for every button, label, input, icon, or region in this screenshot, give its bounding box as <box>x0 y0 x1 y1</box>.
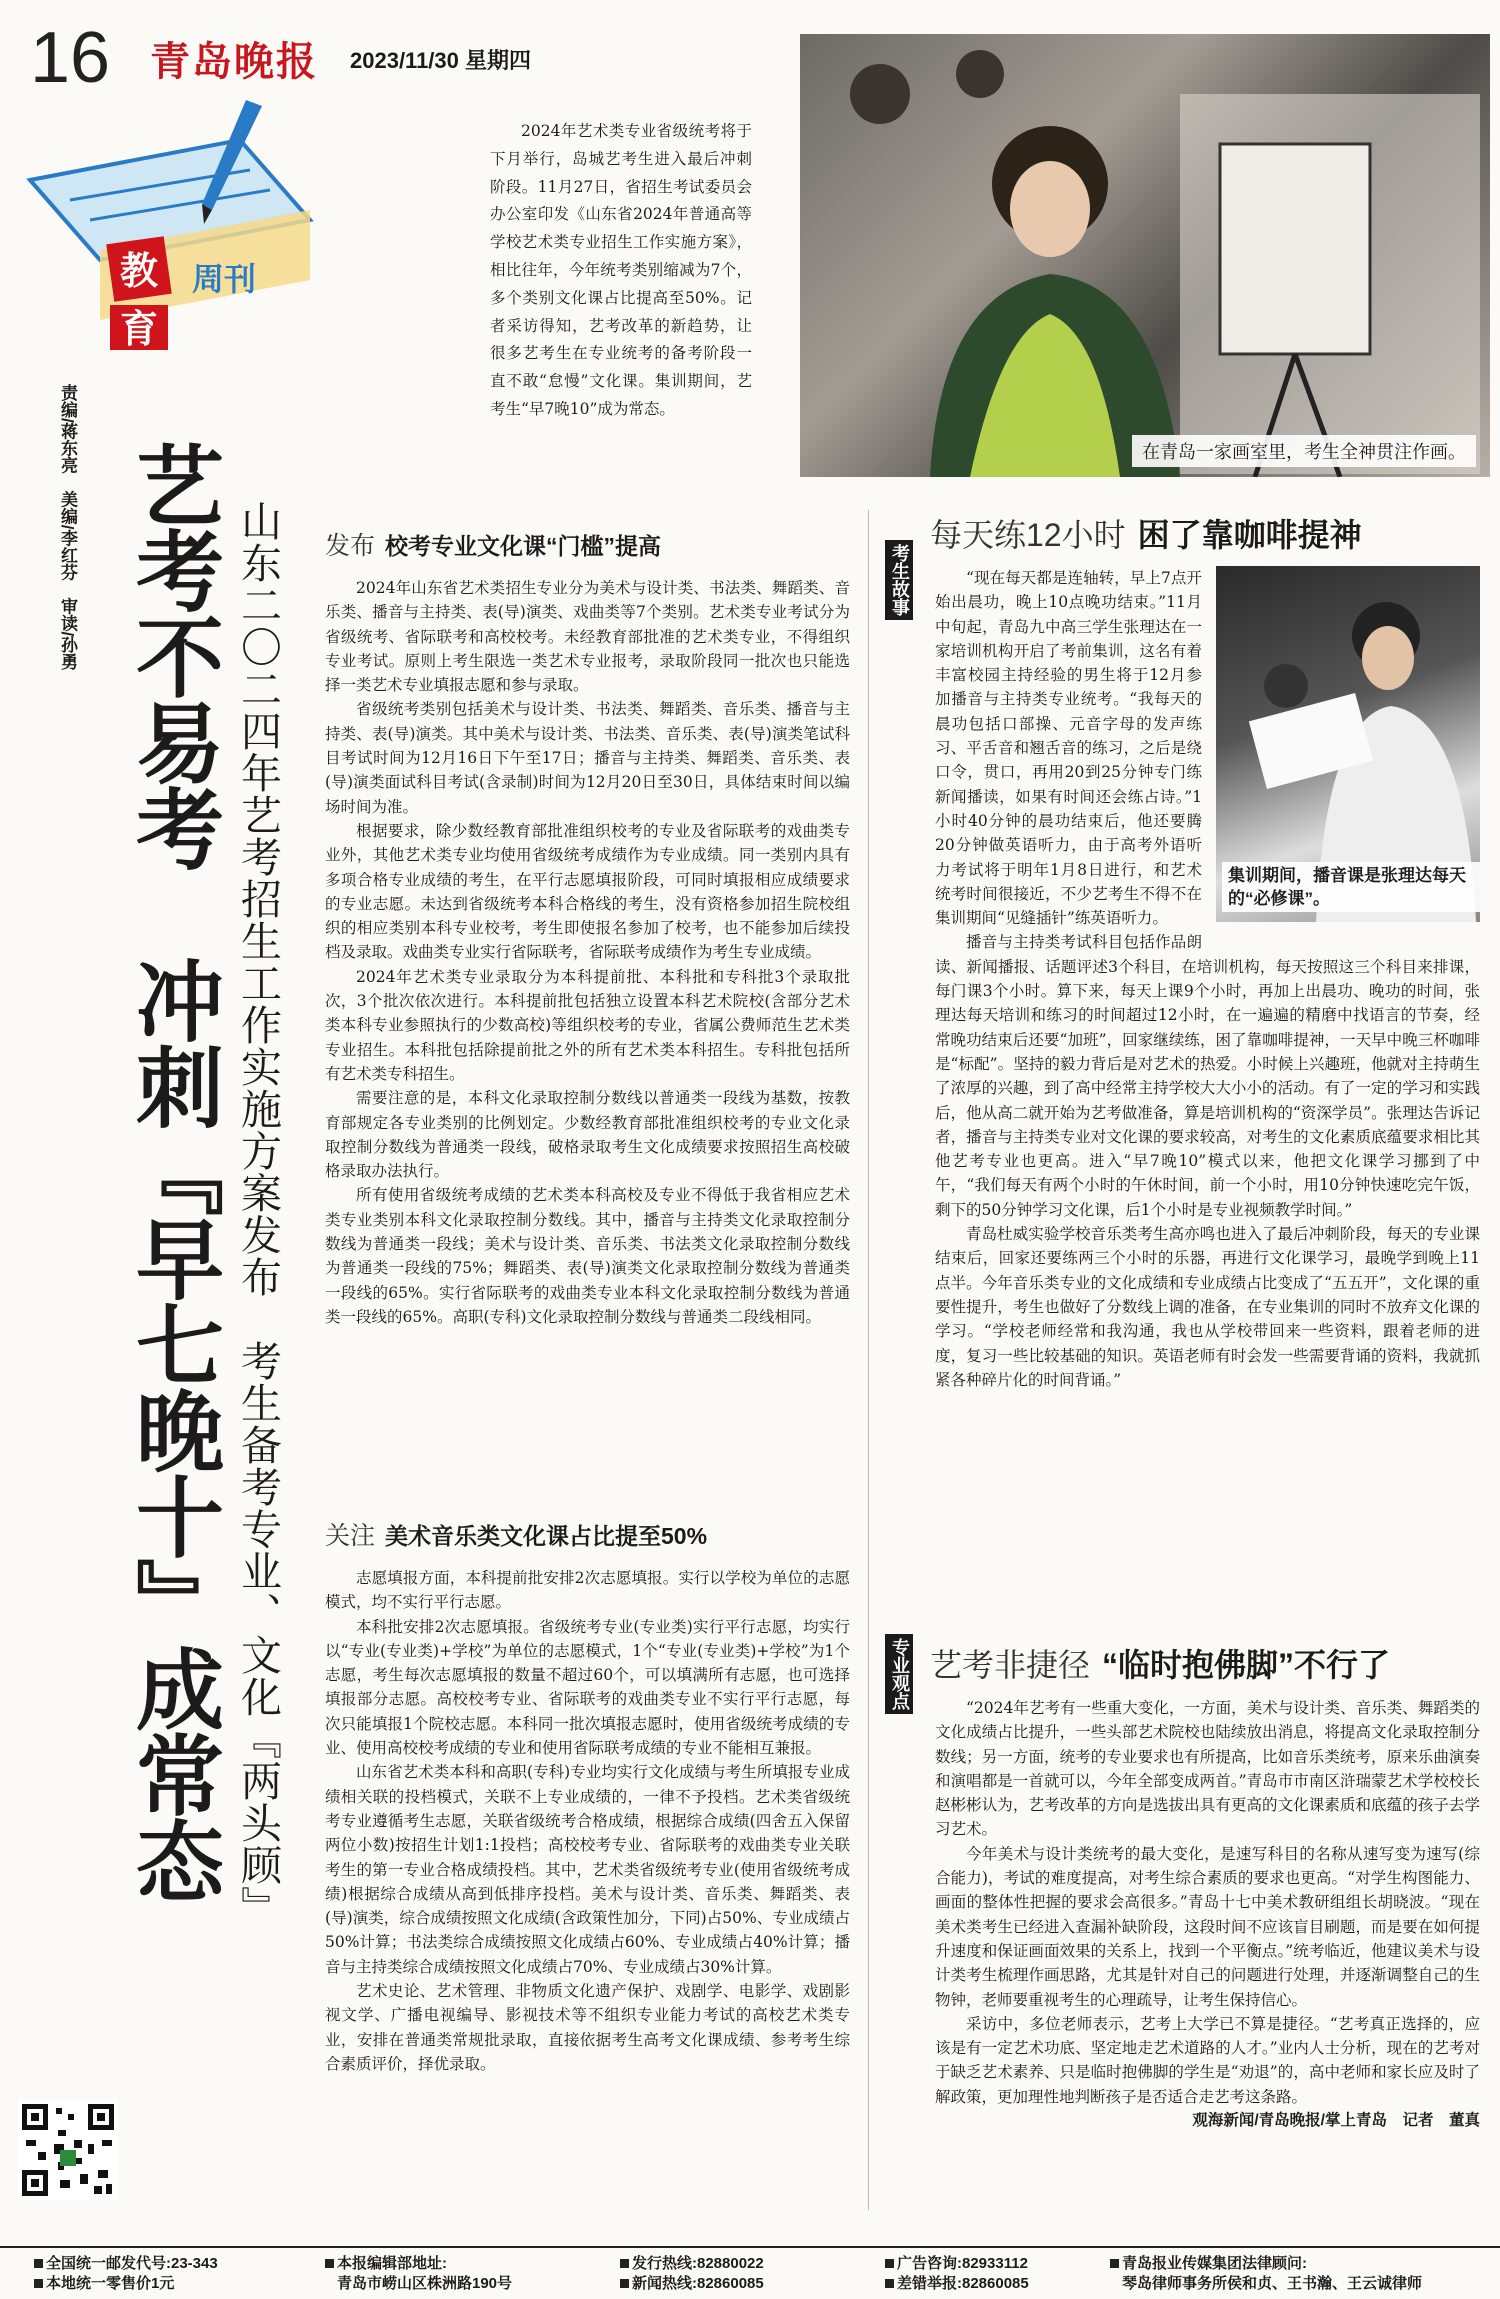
section-tag: 关注 <box>325 1522 376 1550</box>
paragraph: 采访中，多位老师表示，艺考上大学已不算是捷径。“艺考真正选择的，应该是有一定艺术功底、坚定地走艺术道路的人才。”业内人士分析，现在的艺考对于缺乏艺术素养、只是临时抱佛脚的学生是“劝退”的，高中老师和家长应及时了解政策，更加理性地判断孩子是否适合走艺考这条路。 <box>935 2014 1480 2106</box>
section-label-student-story: 考生故事 <box>885 540 913 620</box>
paragraph: 2024年艺术类专业录取分为本科提前批、本科批和专科批3个录取批次，3个批次依次进行。本科提前批包括独立设置本科艺术院校(含部分艺术类本科专业参照执行的少数高校)等组织校考的专业，省属公费师范生艺术类专业招生。本科批包括除提前批之外的所有艺术类本科招生。专科批包括所有艺术类专科招生。 <box>325 967 850 1083</box>
section-label-expert-view: 专业观点 <box>885 1634 913 1714</box>
section-heading-release <box>325 526 855 562</box>
paragraph: 根据要求，除少数经教育部批准组织校考的专业及省际联考的戏曲类专业外，其他艺术类专业均使用省级统考成绩作为专业成绩。同一类别内具有多项合格专业成绩的考生，在平行志愿填报阶段，可同时填报相应成绩要求的专业志愿。未达到省级统考本科合格线的考生，没有资格参加招生院校组织的相应类别本科专业校考，考生即使报名参加了校考，也不能参加后续投档及录取。戏曲类专业实行省际联考，省际联考成绩作为考生专业成绩。 <box>325 821 850 962</box>
footer-bar <box>0 2246 1500 2299</box>
paragraph: “现在每天都是连轴转，早上7点开始出晨功，晚上10点晚功结束。”11月中旬起，青岛九中高三学生张理达在一家培训机构开启了考前集训，这名有着丰富校园主持经验的男生将于12月参加播音与主持类专业统考。“我每天的晨功包括口部操、元音字母的发声练习、平舌音和翘舌音的练习，之后是绕口令，贯口，再用20到25分钟专门练新闻播读，如果有时间还会练占诗。”1小时40分钟的晨功结束后，他还要腾20分钟做英语听力，由于高考外语听力考试将于明年1月8日进行，和艺术统考时间很接近，不少艺考生不得不在集训期间“见缝插针”练英语听力。 <box>935 569 1202 928</box>
paragraph: 省级统考类别包括美术与设计类、书法类、舞蹈类、音乐类、播音与主持类、表(导)演类。其中美术与设计类、书法类、音乐类、表(导)演类笔试科目考试时间为12月16日下午至17日；播音与主持类、舞蹈类、音乐类、表(导)演类面试科目考试(含录制)时间为12月20日至30日，具体结束时间以编场时间为准。 <box>325 700 850 816</box>
paragraph: 山东省艺术类本科和高职(专科)专业均实行文化成绩与考生所填报专业成绩相关联的投档模式，关联不上专业成绩的，一律不予投档。艺术类省级统考专业遵循考生志愿，关联省级统考合格成绩，根据综合成绩(四舍五入保留两位小数)按招生计划1:1投档；高校校考专业、省际联考的戏曲类专业关联考生的第一专业合格成绩投档。其中，艺术类省级统考专业(使用省级统考成绩)根据综合成绩从高到低排序投档。美术与设计类、音乐类、舞蹈类、表(导)演类，综合成绩按照文化成绩(含政策性加分，下同)占50%、专业成绩占50%计算；书法类综合成绩按照文化成绩占60%、专业成绩占40%计算；播音与主持类综合成绩按照文化成绩占70%、专业成绩占30%计算。 <box>325 1763 850 1976</box>
section-body-focus <box>325 1566 850 2076</box>
paragraph: 今年美术与设计类统考的最大变化，是速写科目的名称从速写变为速写(综合能力)，考试的难度提高，对考生综合素质的要求也更高。“对学生构图能力、画面的整体性把握的要求会高很多。”青岛十七中美术教研组组长胡晓波。“现在美术类考生已经进入查漏补缺阶段，这段时间不应该盲目刷题，而是要在如何提升速度和保证画面效果的关系上，找到一个平衡点。”统考临近，他建议美术与设计类考生梳理作画思路，尤其是针对自己的问题进行处理，并逐渐调整自己的生物钟，老师要重视考生的心理疏导，让考生保持信心。 <box>935 1844 1480 2009</box>
section-title: 校考专业文化课“门槛”提高 <box>385 533 662 559</box>
section-heading-focus <box>325 1516 855 1552</box>
photo-caption: 在青岛一家画室里，考生全神贯注作画。 <box>1132 435 1476 467</box>
art-studio-photo <box>800 34 1490 477</box>
story-tag: 艺考非捷径 <box>930 1647 1091 1683</box>
svg-text:教: 教 <box>119 249 159 293</box>
story-tag: 每天练12小时 <box>930 517 1126 553</box>
masthead: 青岛晚报 <box>150 38 318 85</box>
paragraph: “2024年艺考有一些重大变化，一方面，美术与设计类、音乐类、舞蹈类的文化成绩占比提升，一些头部艺术院校也陆续放出消息，将提高文化录取控制分数线；另一方面，统考的专业要求也有所提高，比如音乐类统考，原来乐曲演奏和演唱都是一首就可以，今年全部变成两首。”青岛市市南区浒瑞蒙艺术学校校长赵彬彬认为，艺考改革的方向是选拔出具有更高的文化课素质和底蕴的孩子去学习艺术。 <box>935 1699 1480 1839</box>
section-body-release <box>325 576 850 1329</box>
paragraph: 本科批安排2次志愿填报。省级统考专业(专业类)实行平行志愿，均实行以“专业(专业类)+学校”为单位的志愿模式，1个“专业(专业类)+学校”为1个志愿，考生每次志愿填报的数量不超过60个，可以填满所有志愿，也可选择填报部分志愿。高校校考专业、省际联考的戏曲类专业不实行平行志愿，每次只能填报1个院校志愿。本科同一批次填报志愿时，使用省级统考成绩的专业、使用高校校考成绩的专业和使用省际联考成绩的专业不能相互兼报。 <box>325 1617 850 1758</box>
section-title: 美术音乐类文化课占比提至50% <box>385 1523 708 1549</box>
main-headline: 艺考不易考 冲刺『早七晚十』成常态 <box>122 440 225 1902</box>
publication-date: 2023/11/30 星期四 <box>350 48 532 73</box>
paragraph: 所有使用省级统考成绩的艺术类本科高校及专业不得低于我省相应艺术类专业类别本科文化录取控制分数线。其中，播音与主持类文化录取控制分数线为普通类一段线；美术与设计类、音乐类、书法类文化录取控制分数线为普通类一段线的75%；舞蹈类、表(导)演类文化录取控制分数线为普通类一段线的65%。实行省际联考的戏曲类专业本科文化录取控制分数线为普通类一段线的65%。高职(专科)文化录取控制分数线与普通类二段线相同。 <box>325 1186 850 1326</box>
editor-credits: 责编/蒋东亮 美编/李红芬 审读/孙勇 <box>58 384 77 671</box>
paragraph: 艺术史论、艺术管理、非物质文化遗产保护、戏剧学、电影学、戏剧影视文学、广播电视编导、影视技术等不组织专业能力考试的高校艺术类专业，安排在普通类常规批录取，直接依据考生高考文化课成绩、参考考生综合素质评价，择优录取。 <box>325 1982 850 2073</box>
svg-text:育: 育 <box>119 307 159 350</box>
story-title: 困了靠咖啡提神 <box>1137 517 1362 553</box>
paragraph: 播音与主持类考试科目包括作品朗读、新闻播报、话题评述3个科目，在培训机构，每天按照这三个科目来排课，每门课3个小时。算下来，每天上课9个小时，再加上出晨功、晚功的时间，张理达每天培训和练习的时间超过12小时，在一遍遍的精磨中找语言的节奏，经常晚功结束后还要“加班”，回家继续练，困了靠咖啡提神，一天早中晚三杯咖啡是“标配”。坚持的毅力背后是对艺术的热爱。小时候上兴趣班，他就对主持萌生了浓厚的兴趣，到了高中经常主持学校大大小小的活动。有了一定的学习和实践后，他从高二就开始为艺考做准备，算是培训机构的“资深学员”。张理达告诉记者，播音与主持类专业对文化课的要求较高，对考生的文化素质底蕴要求相比其他艺考专业也更高。进入“早7晚10”模式以来，他把文化课学习挪到了中午，“我们每天有两个小时的午休时间，前一个小时，用10分钟快速吃完午饭，剩下的50分钟学习文化课，后1个小时是专业视频教学时间。” <box>935 933 1480 1219</box>
byline: 观海新闻/青岛晚报/掌上青岛 记者 董真 <box>1192 2112 1480 2130</box>
paragraph: 青岛杜威实验学校音乐类考生高亦鸣也进入了最后冲刺阶段，每天的专业课结束后，回家还要练两三个小时的乐器，再进行文化课学习，最晚学到晚上11点半。今年音乐类专业的文化成绩和专业成绩占比变成了“五五开”，文化课的重要性提升，考生也做好了分数线上调的准备，在专业集训的同时不放弃文化课的学习。“学校老师经常和我沟通，我也从学校带回来一些资料，跟着老师的进度，复习一些比较基础的知识。英语老师有时会发一些需要背诵的资料，我就抓紧各种碎片化的时间背诵。” <box>935 1225 1480 1389</box>
column-divider <box>868 510 869 2210</box>
page-number: 16 <box>30 18 111 98</box>
story-heading-expert <box>930 1640 1490 1686</box>
footer-postal: 全国统一邮发代号:23-343 本地统一零售价1元 <box>34 2254 218 2294</box>
section-tag: 发布 <box>325 532 376 560</box>
paragraph: 2024年山东省艺术类招生专业分为美术与设计类、书法类、舞蹈类、音乐类、播音与主持类、表(导)演类、戏曲类等7个类别。艺术类专业考试分为省级统考、省际联考和高校校考。未经教育部批准的艺术类专业，不得组织专业考试。原则上考生限选一类艺术专业报考，录取阶段同一批次也只能选择一类艺术专业填报志愿和参与录取。 <box>325 579 850 695</box>
qr-code-icon <box>18 2100 118 2200</box>
story-body-expert <box>935 1696 1480 2133</box>
footer-ads: 广告咨询:82933112 差错举报:82860085 <box>885 2254 1029 2294</box>
story-title: “临时抱佛脚”不行了 <box>1102 1647 1391 1683</box>
story-heading-student <box>930 510 1490 556</box>
sub-headline: 山东二〇二四年艺考招生工作实施方案发布 考生备考专业、文化『两头顾』 <box>234 500 282 1928</box>
education-weekly-logo <box>10 100 320 350</box>
footer-hotlines: 发行热线:82880022 新闻热线:82860085 <box>620 2254 764 2294</box>
footer-address: 本报编辑部地址: 青岛市崂山区株洲路190号 <box>325 2254 512 2294</box>
svg-text:周刊: 周刊 <box>191 260 257 298</box>
paragraph: 志愿填报方面，本科提前批安排2次志愿填报。实行以学校为单位的志愿模式，均不实行平行志愿。 <box>325 1569 850 1612</box>
broadcast-class-photo <box>1216 566 1480 922</box>
painting-students-illustration <box>800 34 1490 477</box>
paragraph: 需要注意的是，本科文化录取控制分数线以普通类一段线为基数，按教育部规定各专业类别的比例划定。少数经教育部批准组织校考的专业文化录取控制分数线为普通类一段线，破格录取考生文化成绩要求按照招生高校破格录取办法执行。 <box>325 1089 850 1181</box>
intro-lead: 2024年艺术类专业省级统考将于下月举行，岛城艺考生进入最后冲刺阶段。11月27日，省招生考试委员会办公室印发《山东省2024年普通高等学校艺术类专业招生工作实施方案》，相比往年，今年统考类别缩减为7个，多个类别文化课占比提高至50%。记者采访得知，艺考改革的新趋势，让很多艺考生在专业统考的备考阶段一直不敢“怠慢”文化课。集训期间，艺考生“早7晚10”成为常态。 <box>490 122 752 418</box>
photo-caption: 集训期间，播音课是张理达每天的“必修课”。 <box>1222 862 1480 912</box>
footer-legal: 青岛报业传媒集团法律顾问: 琴岛律师事务所侯和贞、王书瀚、王云诚律师 <box>1110 2254 1422 2294</box>
